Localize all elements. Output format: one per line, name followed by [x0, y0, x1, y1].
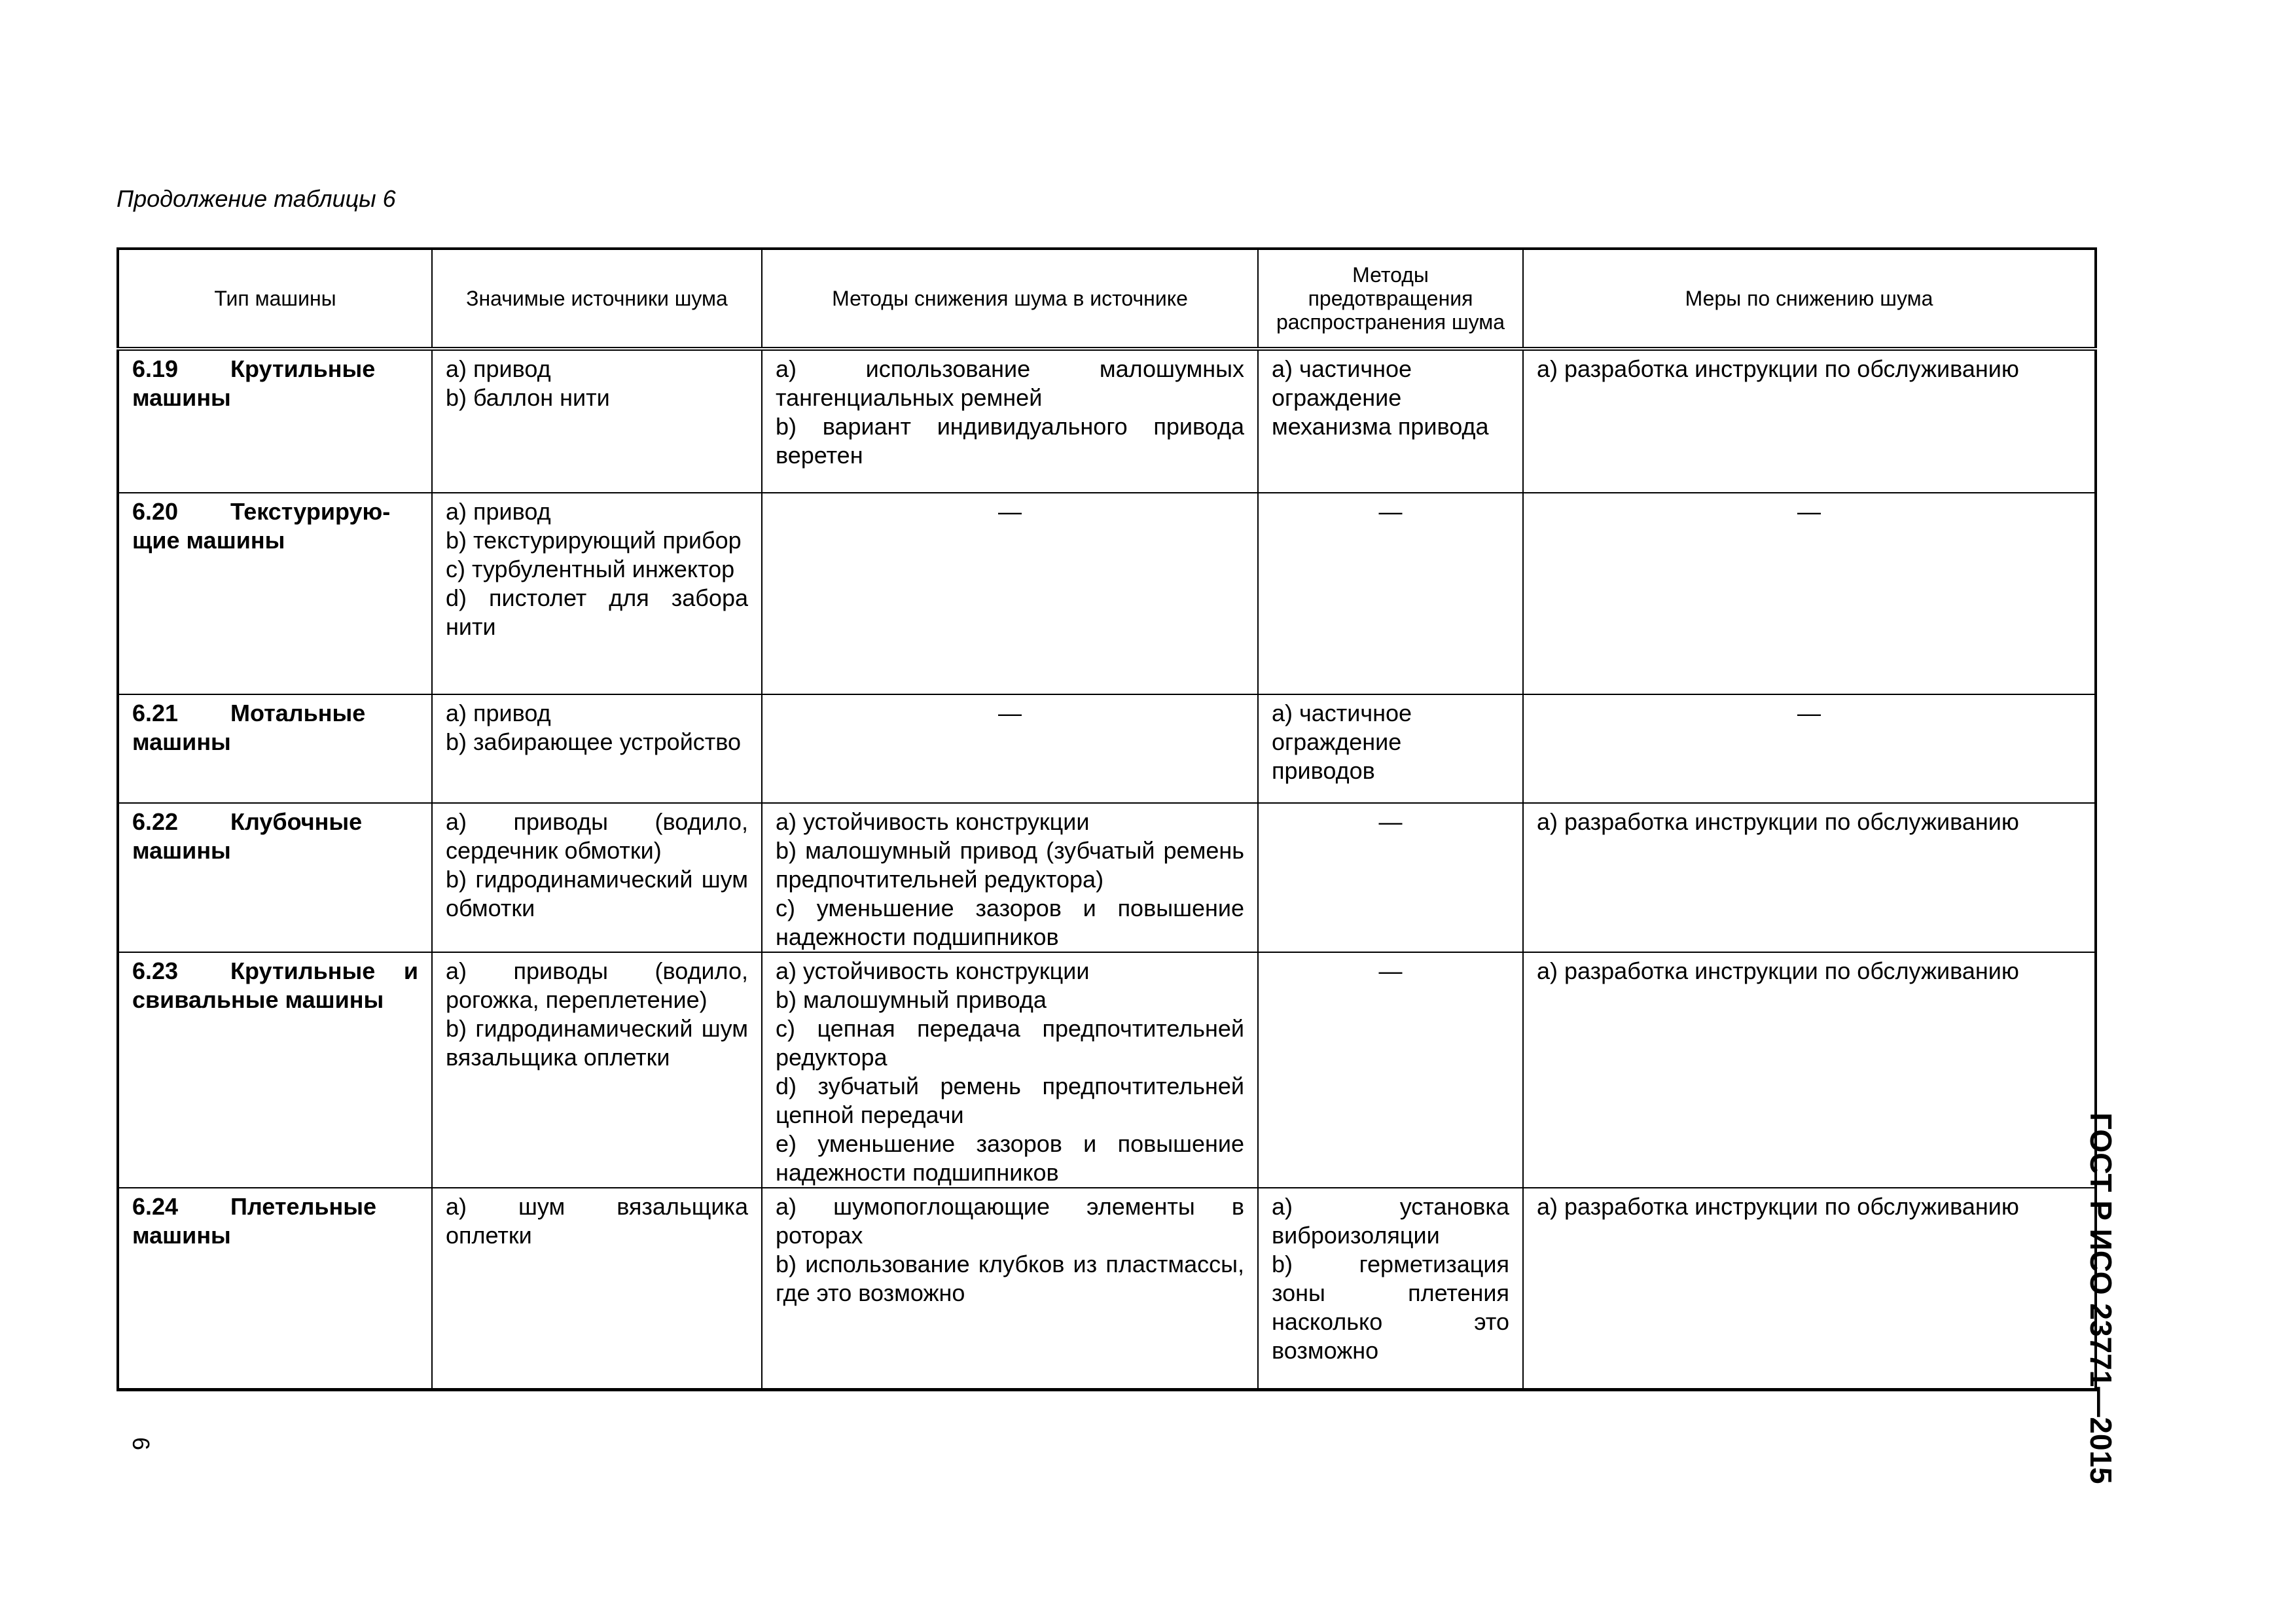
row-number: 6.21 [132, 700, 179, 726]
machine-type-cell [118, 493, 432, 694]
list-item: b) гидродинамический шум обмотки [446, 866, 748, 921]
prevention-cell [1258, 1188, 1523, 1389]
table-row [118, 694, 2096, 803]
machine-name: Крутильные машины [132, 355, 376, 411]
list-item: a) разработка инструкции по обслуживанию [1537, 957, 2019, 984]
list-item: d) пистолет для забора нити [446, 584, 748, 640]
list-item: a) частичное ограждение приводов [1272, 700, 1412, 784]
noise-reduction-table [117, 247, 2097, 1391]
document-code: ГОСТ Р ИСО 23771—2015 [2084, 1113, 2118, 1484]
header-noise-sources: Значимые источники шума [432, 249, 762, 349]
machine-name: Крутильные и свивальные машины [132, 957, 418, 1013]
table-row [118, 1188, 2096, 1389]
list-item: a) шум вязальщика оплетки [446, 1193, 748, 1249]
machine-name: Плетельные машины [132, 1193, 376, 1249]
methods-cell [762, 952, 1258, 1188]
table-row [118, 493, 2096, 694]
list-item: b) гидродинамический шум вязальщика оплетки [446, 1015, 748, 1071]
list-item: a) приводы (водило, рогожка, переплетение) [446, 957, 748, 1013]
list-item: b) использование клубков из пластмассы, где это возможно [776, 1251, 1244, 1306]
table-header-row [118, 249, 2096, 349]
list-item: b) забирающее устройство [446, 728, 742, 755]
list-item: e) уменьшение зазоров и повышение надежности подшипников [776, 1130, 1244, 1186]
machine-type-cell [118, 803, 432, 952]
table-row [118, 349, 2096, 493]
list-item: b) вариант индивидуального привода веретен [776, 413, 1244, 469]
table-row [118, 803, 2096, 952]
list-item: a) установка виброизоляции [1272, 1193, 1509, 1249]
table-caption: Продолжение таблицы 6 [117, 185, 396, 212]
list-item: a) использование малошумных тангенциальных ремней [776, 355, 1244, 411]
empty-dash-cell: — [762, 493, 1258, 694]
list-item: a) разработка инструкции по обслуживанию [1537, 808, 2019, 835]
list-item: b) малошумный привода [776, 986, 1047, 1013]
page-number: 6 [128, 1436, 155, 1451]
list-item: a) устойчивость конструкции [776, 808, 1090, 835]
empty-dash-cell: — [1523, 493, 2096, 694]
list-item: b) текстурирующий прибор [446, 527, 742, 554]
measures-cell [1523, 349, 2096, 493]
list-item: a) приводы (водило, сердечник обмотки) [446, 808, 748, 864]
list-item: a) привод [446, 355, 551, 382]
sources-cell [432, 803, 762, 952]
row-number: 6.19 [132, 355, 179, 382]
row-number: 6.22 [132, 808, 179, 835]
list-item: c) турбулентный инжектор [446, 556, 735, 582]
machine-type-cell [118, 952, 432, 1188]
header-propagation-methods: Методы предотвращения распространения шума [1258, 249, 1523, 349]
row-number: 6.20 [132, 498, 179, 525]
list-item: a) разработка инструкции по обслуживанию [1537, 1193, 2019, 1220]
machine-type-cell [118, 694, 432, 803]
sources-cell [432, 694, 762, 803]
machine-name: Текстурирую-щие машины [132, 498, 391, 554]
measures-cell [1523, 803, 2096, 952]
machine-type-cell [118, 1188, 432, 1389]
header-machine-type: Тип машины [118, 249, 432, 349]
measures-cell [1523, 952, 2096, 1188]
header-reduction-measures: Меры по снижению шума [1523, 249, 2096, 349]
list-item: a) разработка инструкции по обслуживанию [1537, 355, 2019, 382]
sources-cell [432, 493, 762, 694]
machine-type-cell [118, 349, 432, 493]
list-item: c) уменьшение зазоров и повышение надежности подшипников [776, 895, 1244, 950]
list-item: d) зубчатый ремень предпочтительней цепной передачи [776, 1073, 1244, 1128]
empty-dash-cell: — [762, 694, 1258, 803]
empty-dash-cell: — [1258, 493, 1523, 694]
table-row [118, 952, 2096, 1188]
list-item: b) герметизация зоны плетения насколько это возможно [1272, 1251, 1509, 1364]
sources-cell [432, 349, 762, 493]
sources-cell [432, 952, 762, 1188]
empty-dash-cell: — [1258, 803, 1523, 952]
prevention-cell [1258, 349, 1523, 493]
list-item: a) привод [446, 498, 551, 525]
list-item: b) малошумный привод (зубчатый ремень предпочтительней редуктора) [776, 837, 1244, 893]
row-number: 6.23 [132, 957, 179, 984]
list-item: a) частичное ограждение механизма привода [1272, 355, 1489, 440]
methods-cell [762, 803, 1258, 952]
empty-dash-cell: — [1523, 694, 2096, 803]
list-item: a) шумопоглощающие элементы в роторах [776, 1193, 1244, 1249]
row-number: 6.24 [132, 1193, 179, 1220]
list-item: b) баллон нити [446, 384, 610, 411]
methods-cell [762, 349, 1258, 493]
list-item: a) устойчивость конструкции [776, 957, 1090, 984]
prevention-cell [1258, 694, 1523, 803]
machine-name: Мотальные машины [132, 700, 366, 755]
header-source-methods: Методы снижения шума в источнике [762, 249, 1258, 349]
sources-cell [432, 1188, 762, 1389]
measures-cell [1523, 1188, 2096, 1389]
methods-cell [762, 1188, 1258, 1389]
list-item: c) цепная передача предпочтительней редуктора [776, 1015, 1244, 1071]
list-item: a) привод [446, 700, 551, 726]
machine-name: Клубочные машины [132, 808, 363, 864]
empty-dash-cell: — [1258, 952, 1523, 1188]
